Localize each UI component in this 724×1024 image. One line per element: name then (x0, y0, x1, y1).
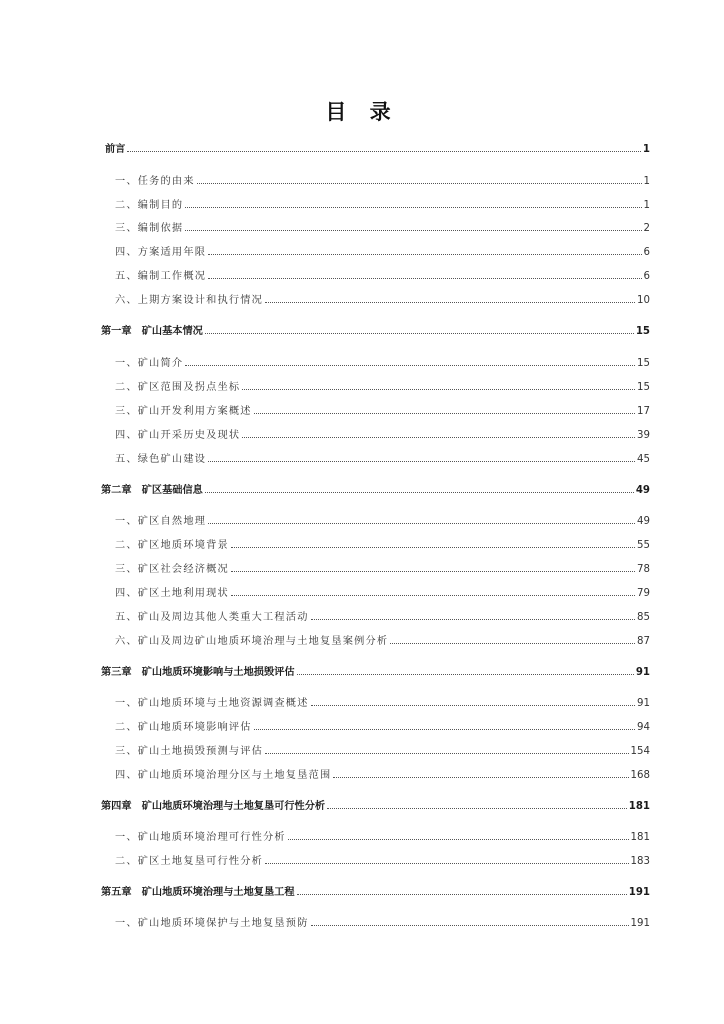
toc-page-number: 85 (637, 612, 650, 623)
toc-page-number: 6 (643, 247, 650, 258)
toc-section-entry[interactable] (115, 697, 650, 711)
toc-section-entry[interactable] (115, 917, 650, 931)
toc-page-number: 191 (630, 918, 650, 929)
toc-entry-label: 五、编制工作概况 (115, 271, 207, 282)
dot-leader (208, 253, 641, 255)
dot-leader (254, 412, 635, 414)
toc-section-entry[interactable] (115, 769, 650, 783)
toc-section-entry[interactable] (115, 175, 650, 189)
toc-chapter-entry[interactable] (101, 325, 650, 339)
toc-entry-label: 一、任务的由来 (115, 176, 195, 187)
toc-section-entry[interactable] (115, 294, 650, 308)
toc-section-entry[interactable] (115, 405, 650, 419)
toc-page-number: 78 (637, 564, 650, 575)
toc-section-entry[interactable] (115, 270, 650, 284)
toc-page-number: 91 (637, 698, 650, 709)
toc-entry-label: 三、矿区社会经济概况 (115, 564, 229, 575)
toc-page-number: 79 (637, 588, 650, 599)
dot-leader (311, 924, 629, 926)
dot-leader (208, 460, 635, 462)
toc-entry-label: 第四章 矿山地质环境治理与土地复垦可行性分析 (101, 801, 326, 812)
dot-leader (333, 776, 628, 778)
toc-entry-label: 二、矿区土地复垦可行性分析 (115, 856, 264, 867)
toc-section-entry[interactable] (115, 587, 650, 601)
dot-leader (265, 862, 629, 864)
toc-page-number: 39 (637, 430, 650, 441)
toc-section-entry[interactable] (115, 515, 650, 529)
toc-page-number: 15 (637, 382, 650, 393)
page-title: 目 录 (325, 100, 399, 124)
toc-section-entry[interactable] (115, 635, 650, 649)
dot-leader (297, 673, 634, 675)
dot-leader (127, 150, 641, 152)
toc-entry-label: 四、方案适用年限 (115, 247, 207, 258)
dot-leader (205, 332, 634, 334)
toc-page-number: 1 (642, 144, 650, 155)
dot-leader (265, 752, 629, 754)
dot-leader (205, 491, 634, 493)
toc-entry-label: 五、矿山及周边其他人类重大工程活动 (115, 612, 309, 623)
dot-leader (265, 301, 635, 303)
dot-leader (311, 618, 635, 620)
toc-entry-label: 三、矿山开发利用方案概述 (115, 406, 252, 417)
toc-page-number: 94 (637, 722, 650, 733)
dot-leader (327, 807, 627, 809)
dot-leader (242, 388, 635, 390)
toc-section-entry[interactable] (115, 246, 650, 260)
toc-section-entry[interactable] (115, 222, 650, 236)
toc-section-entry[interactable] (115, 381, 650, 395)
toc-page-number: 1 (643, 200, 650, 211)
toc-entry-label: 六、上期方案设计和执行情况 (115, 295, 264, 306)
toc-page-number: 55 (637, 540, 650, 551)
dot-leader (208, 522, 635, 524)
toc-section-entry[interactable] (115, 453, 650, 467)
toc-page-number: 15 (635, 326, 650, 337)
toc-entry-label: 四、矿山开采历史及现状 (115, 430, 241, 441)
toc-page-number: 17 (637, 406, 650, 417)
toc-entry-label: 二、矿区范围及拐点坐标 (115, 382, 241, 393)
dot-leader (390, 642, 635, 644)
toc-entry-label: 第三章 矿山地质环境影响与土地损毁评估 (101, 667, 295, 678)
toc-section-entry[interactable] (115, 855, 650, 869)
toc-section-entry[interactable] (115, 611, 650, 625)
toc-page-number: 191 (628, 887, 650, 898)
toc-section-entry[interactable] (115, 831, 650, 845)
toc-page-number: 87 (637, 636, 650, 647)
toc-page-number: 10 (637, 295, 650, 306)
toc-entry-label: 第五章 矿山地质环境治理与土地复垦工程 (101, 887, 295, 898)
dot-leader (288, 838, 629, 840)
toc-page-number: 6 (643, 271, 650, 282)
toc-entry-label: 四、矿区土地利用现状 (115, 588, 229, 599)
toc-page-number: 2 (643, 223, 650, 234)
toc-entry-label: 第二章 矿区基础信息 (101, 485, 203, 496)
dot-leader (242, 436, 635, 438)
toc-page-number: 45 (637, 454, 650, 465)
toc-chapter-entry[interactable] (101, 666, 650, 680)
toc-section-entry[interactable] (115, 199, 650, 213)
dot-leader (231, 570, 635, 572)
dot-leader (254, 728, 635, 730)
toc-chapter-entry[interactable] (101, 800, 650, 814)
toc-entry-label: 三、矿山土地损毁预测与评估 (115, 746, 264, 757)
toc-entry-label: 一、矿区自然地理 (115, 516, 207, 527)
toc-section-entry[interactable] (115, 563, 650, 577)
toc-page-number: 49 (637, 516, 650, 527)
toc-entry-label: 五、绿色矿山建设 (115, 454, 207, 465)
dot-leader (311, 704, 635, 706)
dot-leader (185, 229, 641, 231)
toc-page-number: 168 (630, 770, 650, 781)
toc-entry-label: 一、矿山地质环境与土地资源调查概述 (115, 698, 309, 709)
toc-page-number: 154 (630, 746, 650, 757)
toc-page-number: 181 (628, 801, 650, 812)
toc-entry-label: 二、矿区地质环境背景 (115, 540, 229, 551)
toc-page-number: 15 (637, 358, 650, 369)
dot-leader (185, 206, 641, 208)
toc-entry-label: 一、矿山地质环境保护与土地复垦预防 (115, 918, 309, 929)
dot-leader (197, 182, 642, 184)
toc-entry-label: 四、矿山地质环境治理分区与土地复垦范围 (115, 770, 332, 781)
dot-leader (297, 893, 627, 895)
toc-section-entry[interactable] (115, 429, 650, 443)
toc-entry-label: 二、矿山地质环境影响评估 (115, 722, 252, 733)
toc-page-number: 181 (630, 832, 650, 843)
toc-entry-label: 六、矿山及周边矿山地质环境治理与土地复垦案例分析 (115, 636, 389, 647)
toc-page-number: 91 (635, 667, 650, 678)
toc-chapter-entry[interactable] (101, 484, 650, 498)
toc-section-entry[interactable] (115, 539, 650, 553)
toc-entry-label: 一、矿山地质环境治理可行性分析 (115, 832, 286, 843)
toc-entry-label: 二、编制目的 (115, 200, 184, 211)
toc-section-entry[interactable] (115, 745, 650, 759)
toc-section-entry[interactable] (115, 721, 650, 735)
toc-entry-label: 一、矿山简介 (115, 358, 184, 369)
dot-leader (185, 364, 635, 366)
toc-page-number: 1 (643, 176, 650, 187)
toc-page-number: 49 (635, 485, 650, 496)
toc-section-entry[interactable] (115, 357, 650, 371)
dot-leader (231, 594, 635, 596)
toc-chapter-entry[interactable] (105, 143, 650, 157)
dot-leader (231, 546, 635, 548)
dot-leader (208, 277, 641, 279)
toc-page-number: 183 (630, 856, 650, 867)
toc-entry-label: 前言 (105, 144, 126, 155)
toc-entry-label: 三、编制依据 (115, 223, 184, 234)
toc-entry-label: 第一章 矿山基本情况 (101, 326, 203, 337)
toc-chapter-entry[interactable] (101, 886, 650, 900)
